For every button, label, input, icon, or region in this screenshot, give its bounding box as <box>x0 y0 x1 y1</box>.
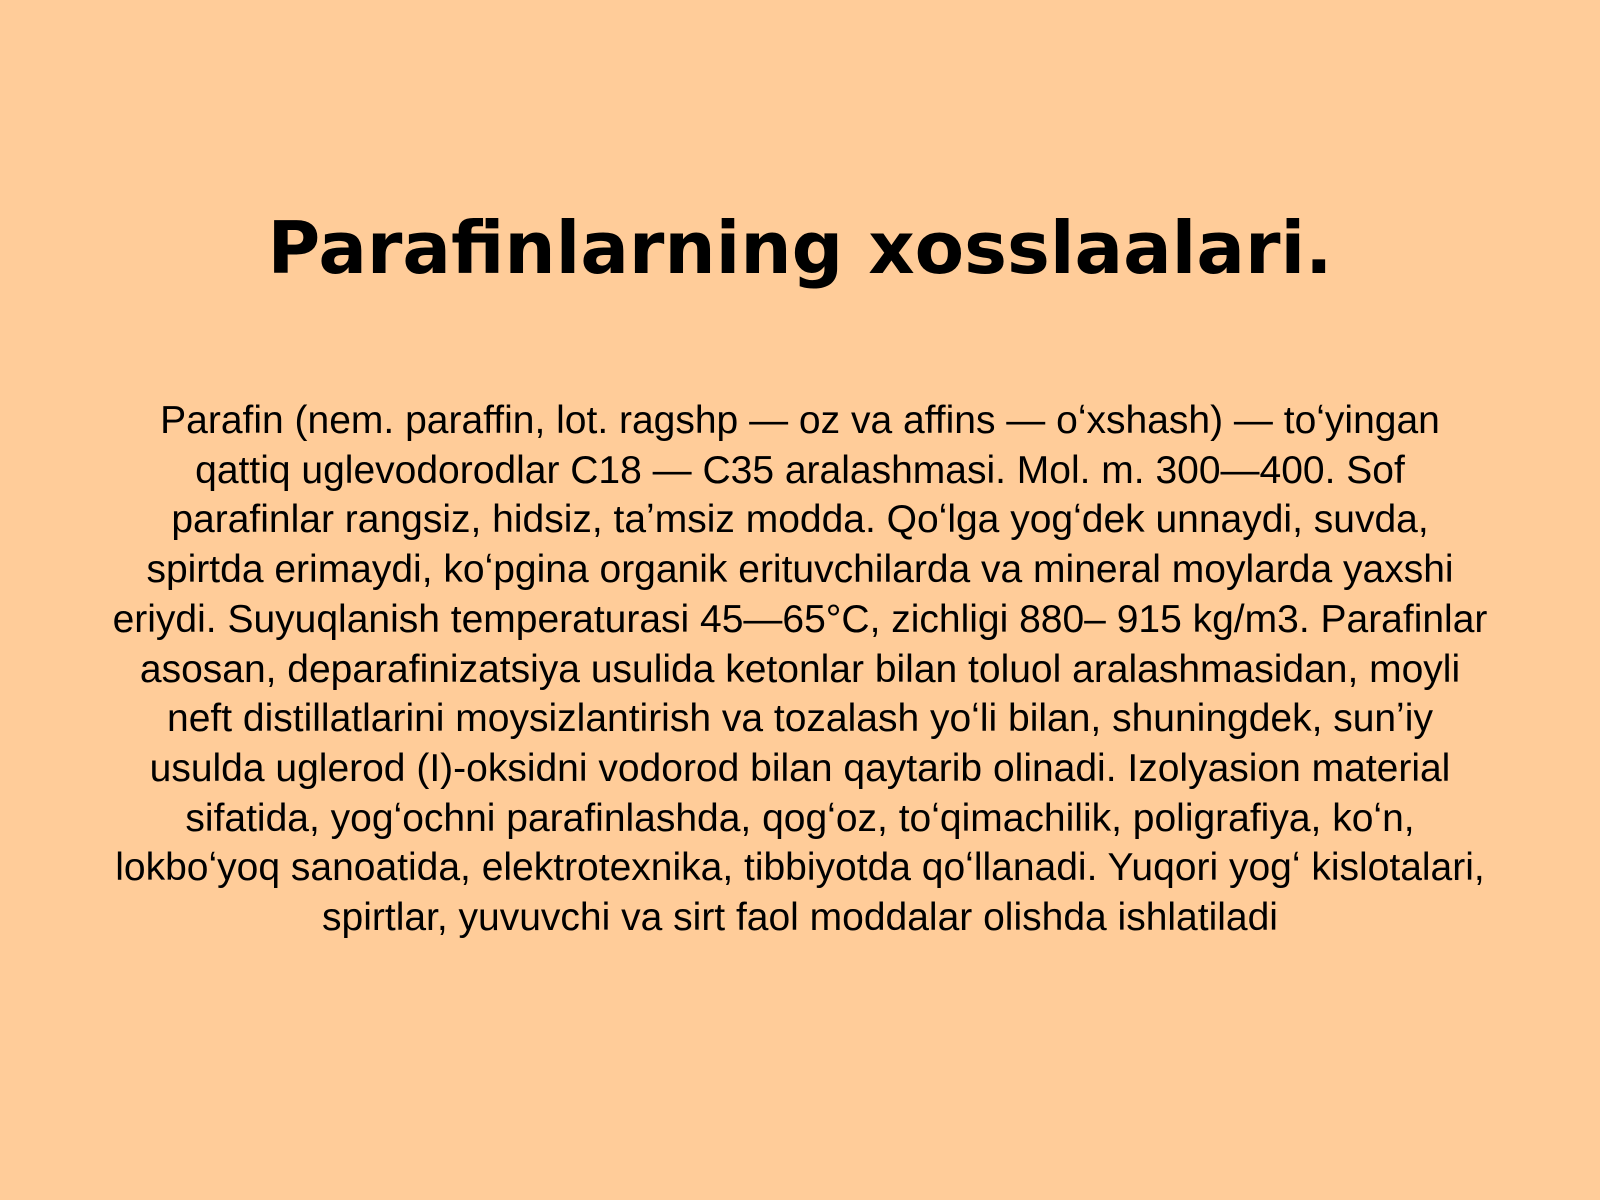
slide-title: Parafinlarning xosslaalari. <box>267 206 1333 290</box>
slide-body-text: Parafin (nem. paraffin, lot. ragshp — oz va affins — oʻxshash) — toʻyingan qattiq uglevodorodlar C18 — C35 aralashmasi. Mol. m. 300—400. Sof parafinlar rangsiz, hidsiz, taʼmsiz modda. Qoʻlga yogʻdek unnaydi, suvda, spirtda erimaydi, koʻpgina organik erituvchilarda va mineral moylarda yaxshi eriydi. Suyuqlanish temperaturasi 45—65°C, zichligi 880– 915 kg/m3. Parafinlar asosan, deparafinizatsiya usulida ketonlar bilan toluol aralashmasidan, moyli neft distillatlarini moysizlantirish va tozalash yoʻli bilan, shuningdek, sunʼiy usulda uglerod (I)-oksidni vodorod bilan qaytarib olinadi. Izolyasion material sifatida, yogʻochni parafinlashda, qogʻoz, toʻqimachilik, poligrafiya, koʻn, lokboʻyoq sanoatida, elektrotexnika, tibbiyotda qoʻllanadi. Yuqori yogʻ kislotalari, spirtlar, yuvuvchi va sirt faol moddalar olishda ishlatiladi <box>112 399 1488 940</box>
